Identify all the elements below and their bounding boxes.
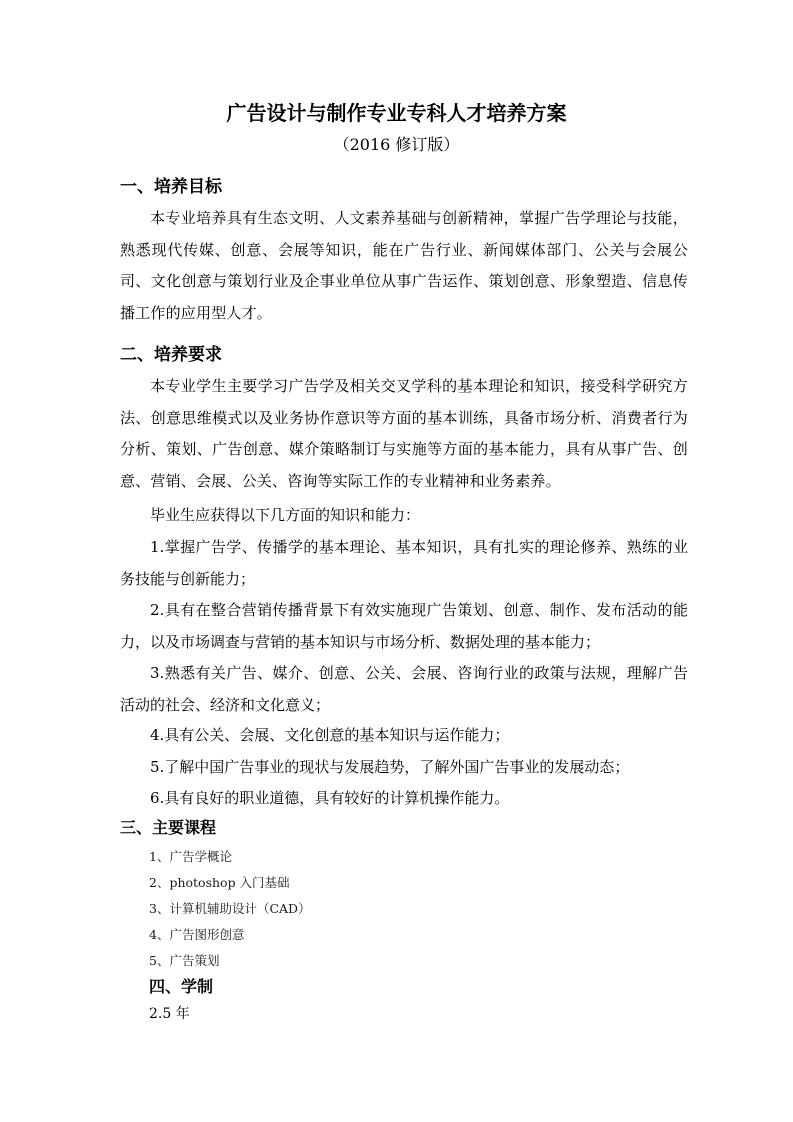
goals-paragraph: 本专业培养具有生态文明、人文素养基础与创新精神，掌握广告学理论与技能，熟悉现代传媒、创意、会展等知识，能在广告行业、新闻媒体部门、公关与会展公司、文化创意与策划行业及企事业单位从事广告运作、策划创意、形象塑造、信息传播工作的应用型人才。 <box>120 209 688 322</box>
requirements-intro: 毕业生应获得以下几方面的知识和能力： <box>150 506 421 524</box>
requirement-item-5: 5.了解中国广告事业的现状与发展趋势，了解外国广告事业的发展动态； <box>150 758 630 776</box>
course-item-1: 1、广告学概论 <box>149 849 232 864</box>
course-item-5: 5、广告策划 <box>149 953 220 968</box>
course-item-4: 4、广告图形创意 <box>149 927 245 942</box>
requirement-item-3: 3.熟悉有关广告、媒介、创意、公关、会展、咨询行业的政策与法规，理解广告活动的社会、经济和文化意义； <box>120 664 688 714</box>
section-heading-duration: 四、学制 <box>149 977 214 996</box>
section-heading-courses: 三、主要课程 <box>120 818 217 837</box>
section-heading-requirements: 二、培养要求 <box>120 345 222 365</box>
requirements-paragraph: 本专业学生主要学习广告学及相关交叉学科的基本理论和知识，接受科学研究方法、创意思维模式以及业务协作意识等方面的基本训练，具备市场分析、消费者行为分析、策划、广告创意、媒介策略制订与实施等方面的基本能力，具有从事广告、创意、营销、会展、公关、咨询等实际工作的专业精神和业务素养。 <box>120 377 688 490</box>
duration-value: 2.5 年 <box>149 1006 190 1022</box>
section-heading-goals: 一、培养目标 <box>120 177 222 197</box>
course-item-2: 2、photoshop 入门基础 <box>149 875 290 890</box>
document-title: 广告设计与制作专业专科人才培养方案 <box>226 101 567 125</box>
requirement-item-2: 2.具有在整合营销传播背景下有效实施现广告策划、创意、制作、发布活动的能力，以及市场调查与营销的基本知识与市场分析、数据处理的基本能力； <box>120 601 688 651</box>
requirement-item-1: 1.掌握广告学、传播学的基本理论、基本知识，具有扎实的理论修养、熟练的业务技能与创新能力； <box>120 538 688 588</box>
document-subtitle: （2016 修订版） <box>333 135 460 154</box>
course-item-3: 3、计算机辅助设计（CAD） <box>149 901 311 916</box>
requirement-item-4: 4.具有公关、会展、文化创意的基本知识与运作能力； <box>150 726 510 744</box>
requirement-item-6: 6.具有良好的职业道德，具有较好的计算机操作能力。 <box>150 789 510 807</box>
